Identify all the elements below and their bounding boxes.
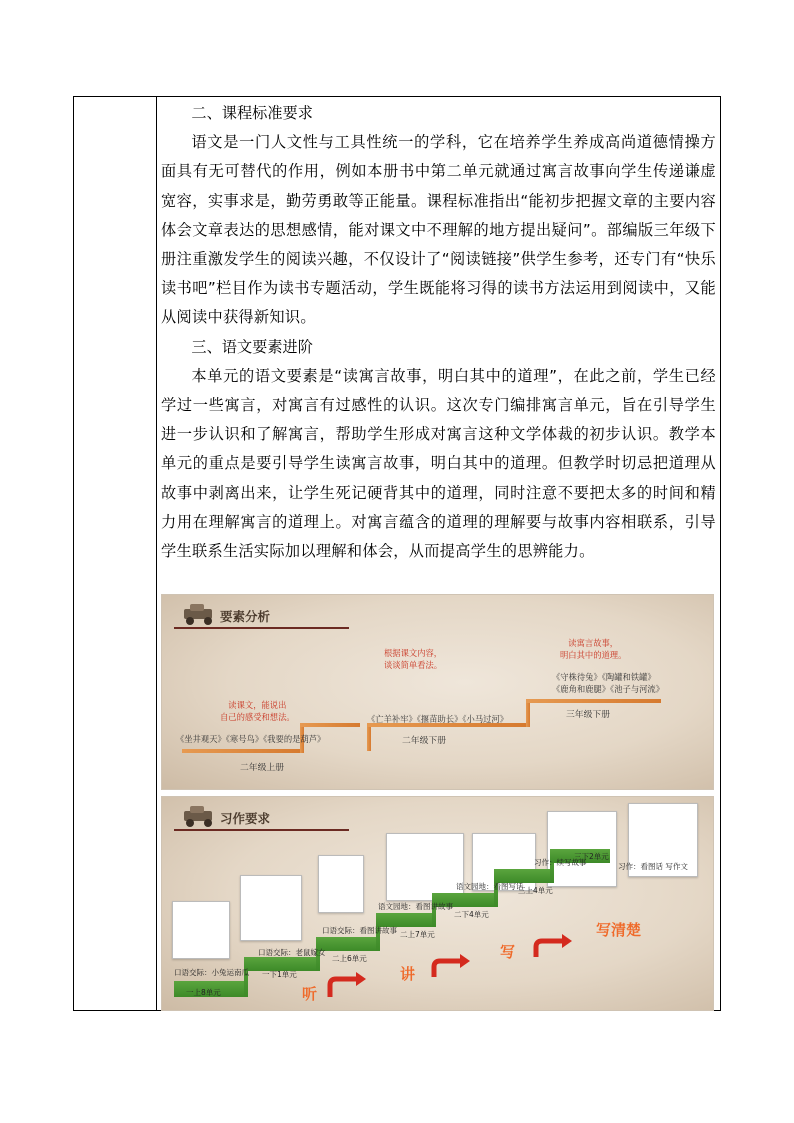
unit-label: 语文园地：看图讲故事 <box>378 902 453 911</box>
old-car-icon <box>178 803 220 831</box>
document-table <box>73 96 721 1011</box>
unit-label: 口语交际：老鼠嫁女 <box>258 948 326 957</box>
title-underline <box>174 627 349 629</box>
unit-name: 二下4单元 <box>454 910 489 919</box>
grade-label: 三年级下册 <box>566 710 610 720</box>
panel-title: 习作要求 <box>220 811 271 826</box>
word-speak: 讲 <box>400 965 416 983</box>
goal-grade2-up: 读课文，能说出 自己的感受和想法。 <box>220 700 295 722</box>
unit-label: 口语交际：看图讲故事 <box>322 926 397 935</box>
title-underline <box>174 829 349 831</box>
step-2-riser <box>367 723 371 751</box>
unit-label: 口语交际：小兔运南瓜 <box>174 968 249 977</box>
column-divider <box>156 97 157 1010</box>
picture-thumbnail <box>172 901 230 959</box>
unit-label: 习作：续写故事 <box>534 858 587 867</box>
unit-label: 语文园地：看图写话 <box>456 882 524 891</box>
unit-name: 一上8单元 <box>186 988 221 997</box>
goal-grade2-down: 根据课文内容， 谈谈简单看法。 <box>384 648 443 670</box>
word-write: 写 <box>500 943 516 961</box>
section-text-standards: 语文是一门人文性与工具性统一的学科，它在培养学生养成高尚道德情操方面具有无可替代的作用，例如本册书中第二单元就通过寓言故事向学生传递谦虚宽容，实事求是，勤劳勇敢等正能量。课程标准指出“能初步把握文章的主要内容体会文章表达的思想感情，能对课文中不理解的地方提出疑问”。部编版三年级下册注重激发学生的阅读兴趣，不仅设计了“阅读链接”供学生参考，还专门有“快乐读书吧”栏目作为读书专题活动，学生既能将习得的读书方法运用到阅读中，又能从阅读中获得新知识。 <box>161 133 716 327</box>
section-heading-standards: 二、课程标准要求 <box>191 104 313 122</box>
panel-title: 要素分析 <box>220 609 271 624</box>
grade-label: 二年级下册 <box>402 736 446 746</box>
content-cell <box>161 99 716 566</box>
unit-name: 三上4单元 <box>518 886 553 895</box>
unit-name: 一下1单元 <box>262 970 297 979</box>
goal-grade3-down: 读寓言故事， 明白其中的道理。 <box>560 638 627 660</box>
texts-grade2-down: 《亡羊补牢》《揠苗助长》《小马过河》 <box>367 714 509 724</box>
picture-thumbnail <box>386 833 464 901</box>
section-heading-elements: 三、语文要素进阶 <box>191 337 313 356</box>
unit-name: 二上7单元 <box>400 930 435 939</box>
picture-thumbnail <box>318 855 364 913</box>
element-analysis-figure <box>161 594 714 790</box>
old-car-icon <box>178 601 220 629</box>
word-write-clearly: 写清楚 <box>596 921 642 939</box>
unit-name: 二上6单元 <box>332 954 367 963</box>
texts-grade2-up: 《坐井观天》《寒号鸟》《我要的是葫芦》 <box>176 734 326 744</box>
grade-label: 二年级上册 <box>240 763 284 773</box>
writing-requirements-figure <box>161 796 714 1011</box>
texts-grade3-down: 《守株待兔》《陶罐和铁罐》 《鹿角和鹿腿》《池子与河流》 <box>552 672 665 694</box>
unit-label: 习作：看图话 写作文 <box>618 862 688 871</box>
word-listen: 听 <box>302 985 318 1003</box>
picture-thumbnail <box>240 875 302 941</box>
unit-name: 三下2单元 <box>574 852 609 861</box>
section-text-elements: 本单元的语文要素是“读寓言故事，明白其中的道理”，在此之前，学生已经学过一些寓言，对寓言有过感性的认识。这次专门编排寓言单元，旨在引导学生进一步认识和了解寓言，帮助学生形成对寓言这种文学体裁的初步认识。教学本单元的重点是要引导学生读寓言故事，明白其中的道理。但教学时切忌把道理从故事中剥离出来，让学生死记硬背其中的道理，同时注意不要把太多的时间和精力用在理解寓言的道理上。对寓言蕴含的道理的理解要与故事内容相联系，引导学生联系生活实际加以理解和体会，从而提高学生的思辨能力。 <box>161 366 716 561</box>
